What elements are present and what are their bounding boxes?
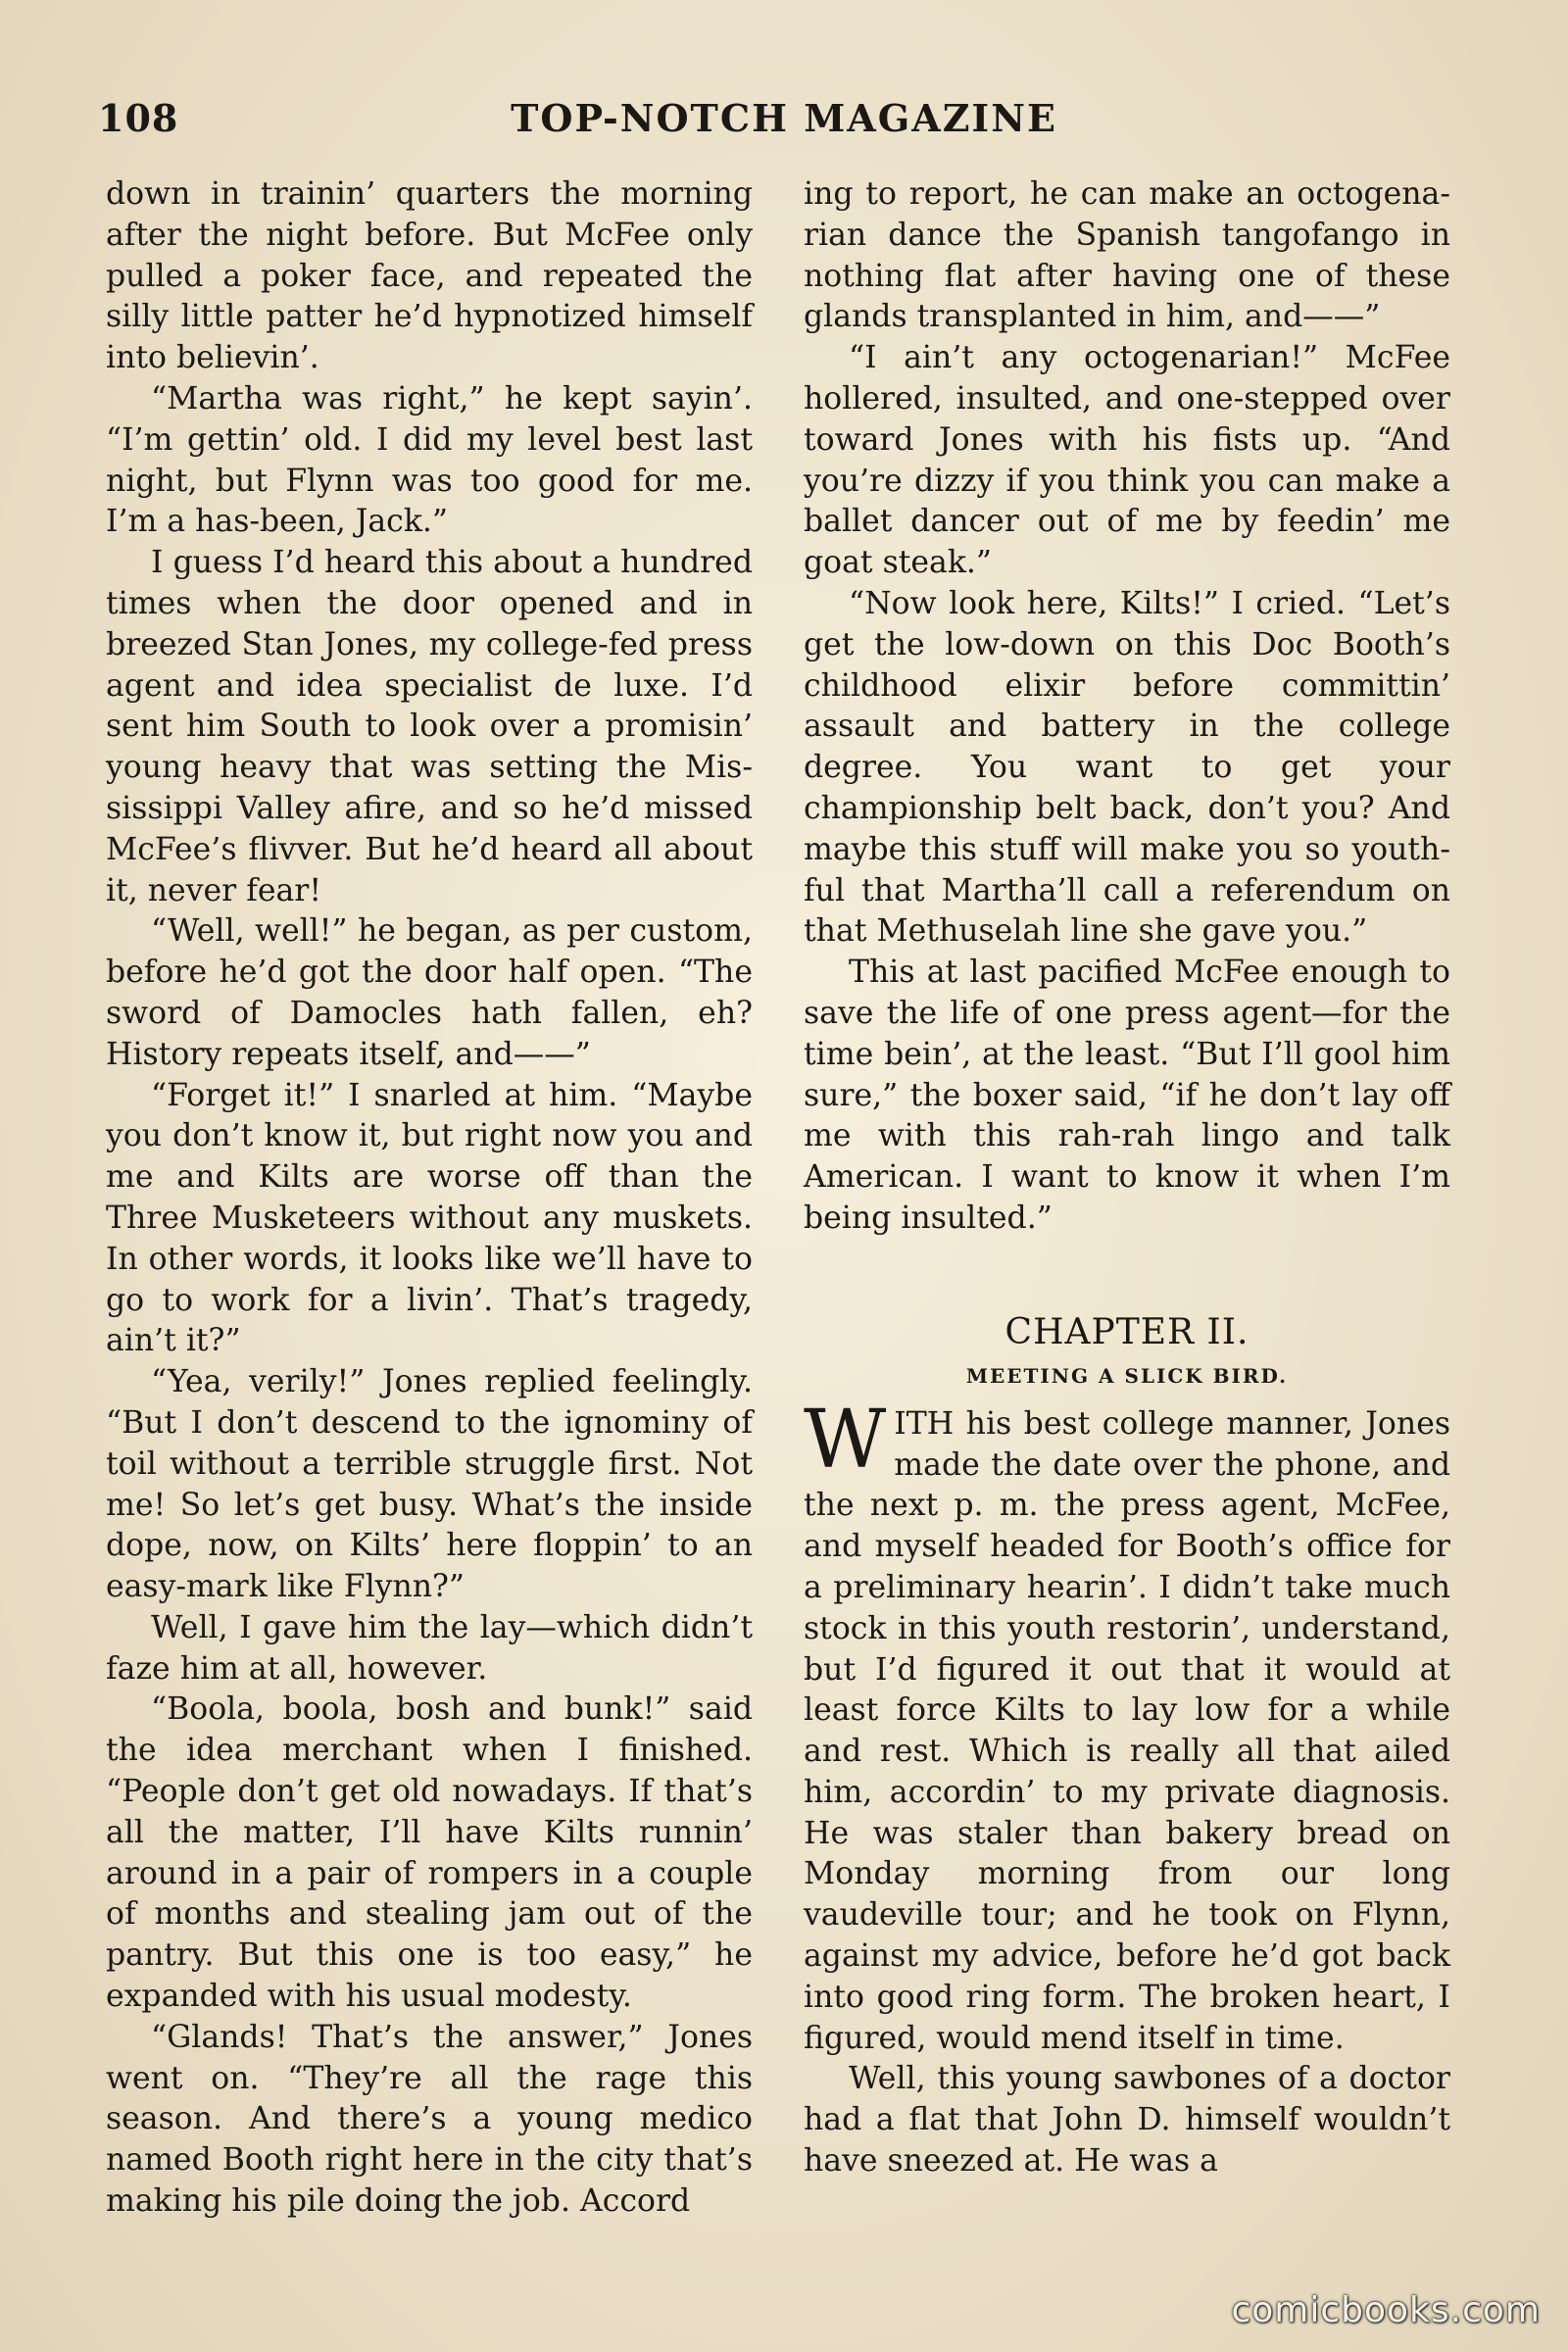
watermark: comicbooks.com	[1231, 2290, 1541, 2330]
paragraph: “Glands! That’s the answer,” Jones went on. “They’re all the rage this season. And there’s a young medico named Booth right here in the city that’s making his pile doing the job. Accord	[106, 2019, 753, 2220]
paragraph: Well, this young sawbones of a doctor had a flat that John D. himself wouldn’t have sneezed at. He was a	[804, 2061, 1450, 2180]
paragraph: “I ain’t any octogenarian!” McFee hollered, insulted, and one-stepped over toward Jones with his fists up. “And you’re dizzy if you think you can make a ballet dancer out of me by feedin’ me goat steak.”	[804, 340, 1450, 581]
paragraph: ing to report, he can make an octogenarian dance the Spanish tangofango in nothing flat after having one of these glands transplanted in him, and——”	[804, 176, 1450, 335]
running-head: TOP-NOTCH MAGAZINE	[511, 96, 1057, 140]
paragraph: down in trainin’ quarters the morning after the night before. But McFee only pulled a poker face, and repeated the silly little patter he’d hypnotized himself into believin’.	[106, 176, 753, 376]
drop-cap-paragraph-text: ITH his best college manner, Jones made the date over the phone, and the next p. m. the press agent, McFee, and myself headed for Booth’s office for a preliminary hearin’. I didn’t take much stock in this youth restorin’, understand, but I’d figured it out that it would at least force Kilts to lay low for a while and rest. Which is really all that ailed him, accordin’ to my private diagnosis. He was staler than bakery bread on Monday morning from our long vaudeville tour; and he took on Flynn, against my advice, before he’d got back into good ring form. The broken heart, I figured, would mend itself in time.	[804, 1405, 1450, 2056]
paragraph: “Well, well!” he began, as per custom, before he’d got the door half open. “The sword of Damocles hath fallen, eh? History repeats itself, and——”	[106, 913, 753, 1072]
right-column	[804, 174, 1450, 2182]
drop-cap: W	[804, 1393, 887, 1487]
left-column	[106, 174, 753, 2223]
paragraph: I guess I’d heard this about a hundred times when the door opened and in breezed Stan Jones, my college-fed press agent and idea specialist de luxe. I’d sent him South to look over a promisin’ young heavy that was setting the Mississippi Valley afire, and so he’d missed McFee’s flivver. But he’d heard all about it, never fear!	[106, 545, 753, 908]
chapter-title: CHAPTER II.	[1004, 1311, 1250, 1352]
paragraph: Well, I gave him the lay—which didn’t faze him at all, however.	[106, 1609, 753, 1687]
page-header	[98, 90, 1470, 149]
paragraph: “Martha was right,” he kept sayin’. “I’m gettin’ old. I did my level best last night, but Flynn was too good for me. I’m a has-been, Jack.”	[106, 380, 753, 540]
paragraph: “Boola, boola, bosh and bunk!” said the idea merchant when I finished. “People don’t get old nowadays. If that’s all the matter, I’ll have Kilts runnin’ around in a pair of rompers in a couple of months and stealing jam out of the pantry. But this one is too easy,” he expanded with his usual modesty.	[106, 1691, 753, 2015]
paragraph: “Yea, verily!” Jones replied feelingly. “But I don’t descend to the ignominy of toil without a terrible struggle first. Not me! So let’s get busy. What’s the inside dope, now, on Kilts’ here floppin’ to an easy-mark like Flynn?”	[106, 1364, 753, 1605]
chapter-opening-paragraph	[804, 1393, 1450, 2060]
paragraph: “Now look here, Kilts!” I cried. “Let’s get the low-down on this Doc Booth’s childhood elixir before committin’ assault and battery in the college degree. You want to get your championship belt back, don’t you? And maybe this stuff will make you so youthful that Martha’ll call a referendum on that Methuselah line she gave you.”	[804, 585, 1450, 950]
paragraph: This at last pacified McFee enough to save the life of one press agent—for the time bein’, at the least. “But I’ll gool him sure,” the boxer said, “if he don’t lay off me with this rah-rah lingo and talk American. I want to know it when I’m being insulted.”	[804, 955, 1450, 1236]
page-number: 108	[98, 96, 179, 140]
paragraph: “Forget it!” I snarled at him. “Maybe you don’t know it, but right now you and me and Kilts are worse off than the Three Musketeers without any muskets. In other words, it looks like we’ll have to go to work for a livin’. That’s tragedy, ain’t it?”	[106, 1077, 753, 1359]
chapter-subtitle: MEETING A SLICK BIRD.	[965, 1363, 1289, 1388]
